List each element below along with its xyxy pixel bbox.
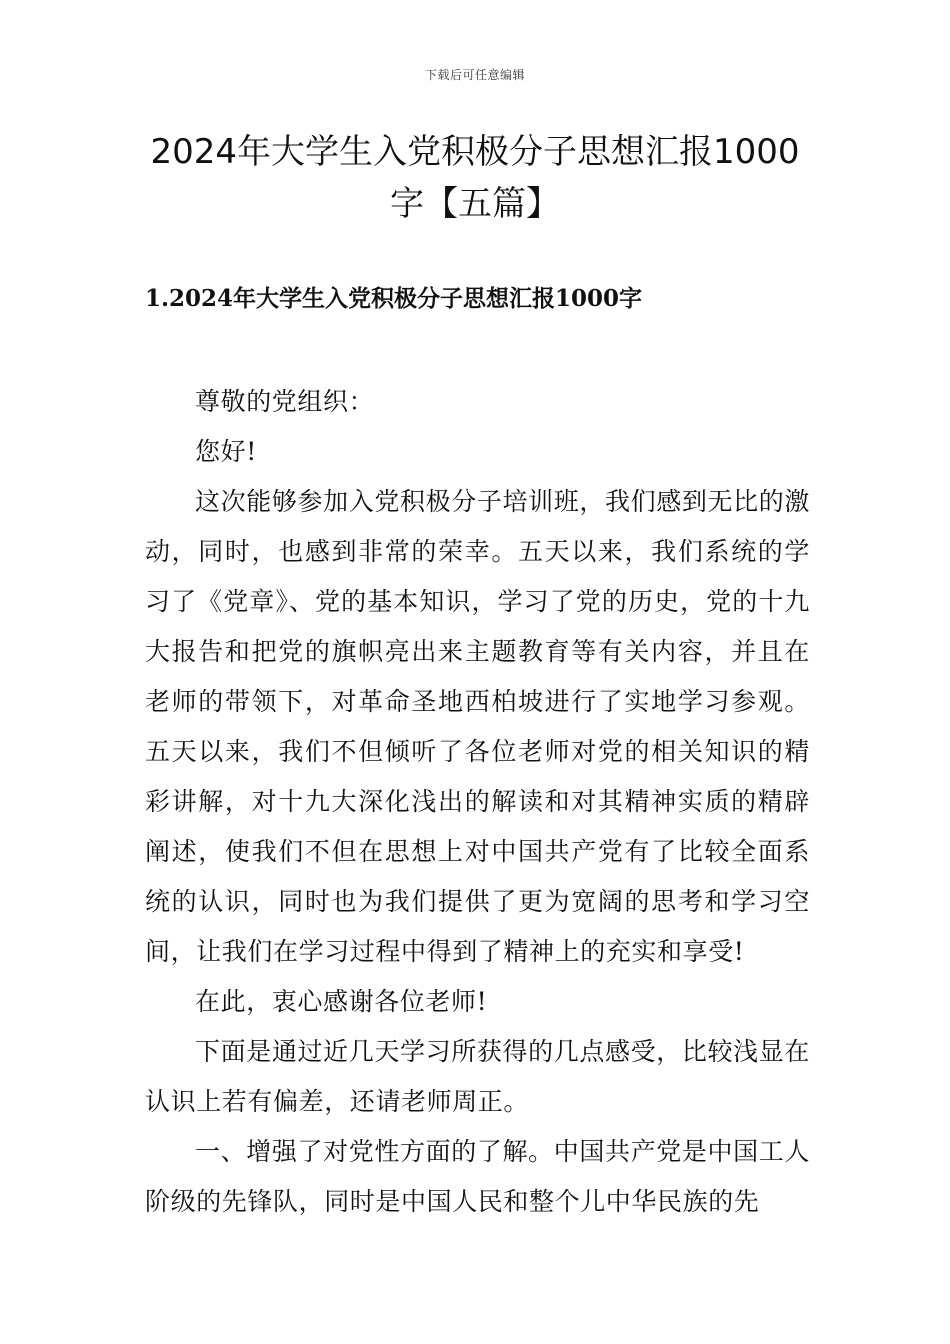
body-text (145, 377, 810, 1227)
document-title: 2024年大学生入党积极分子思想汇报1000字【五篇】 (150, 132, 800, 224)
paragraph: 下面是通过近几天学习所获得的几点感受，比较浅显在认识上若有偏差，还请老师周正。 (145, 1037, 810, 1116)
header-note: 下载后可任意编辑 (424, 68, 525, 82)
paragraph: 一、增强了对党性方面的了解。中国共产党是中国工人阶级的先锋队，同时是中国人民和整个儿中华民族的先 (145, 1137, 810, 1216)
paragraph: 在此，衷心感谢各位老师! (195, 987, 488, 1016)
paragraph: 这次能够参加入党积极分子培训班，我们感到无比的激动，同时，也感到非常的荣幸。五天以来，我们系统的学习了《党章》、党的基本知识，学习了党的历史，党的十九大报告和把党的旗帜亮出来主题教育等有关内容，并且在老师的带领下，对革命圣地西柏坡进行了实地学习参观。五天以来，我们不但倾听了各位老师对党的相关知识的精彩讲解，对十九大深化浅出的解读和对其精神实质的精辟阐述，使我们不但在思想上对中国共产党有了比较全面系统的认识，同时也为我们提供了更为宽阔的思考和学习空间，让我们在学习过程中得到了精神上的充实和享受! (145, 487, 810, 966)
section-heading: 1.2024年大学生入党积极分子思想汇报1000字 (145, 285, 643, 312)
greeting: 您好! (195, 437, 257, 466)
salutation: 尊敬的党组织： (195, 387, 375, 416)
